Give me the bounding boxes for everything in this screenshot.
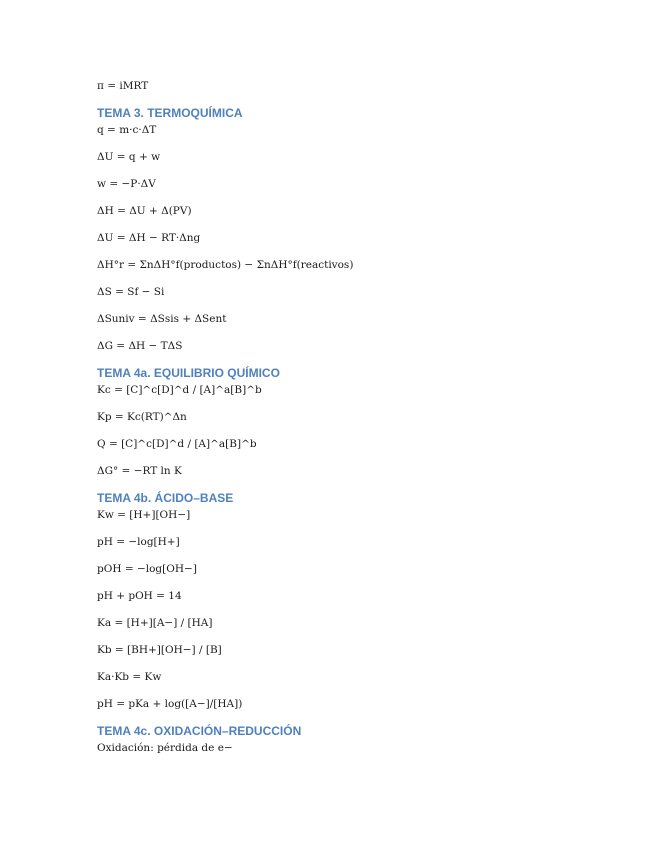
formula-line: pH = −log[H+]	[97, 536, 180, 548]
formula-line: ΔU = q + w	[97, 151, 161, 163]
formula-line: w = −P·ΔV	[97, 178, 156, 190]
formula-line: pH = pKa + log([A−]/[HA])	[97, 698, 243, 710]
formula-line: Oxidación: pérdida de e−	[97, 742, 233, 754]
formula-line: ΔG = ΔH − TΔS	[97, 340, 183, 352]
section-heading-tema-4b: TEMA 4b. ÁCIDO–BASE	[97, 491, 234, 505]
formula-line: pOH = −log[OH−]	[97, 563, 197, 575]
formula-line: ΔH°r = ΣnΔH°f(productos) − ΣnΔH°f(reactivos)	[97, 259, 354, 271]
formula-line: pH + pOH = 14	[97, 590, 182, 602]
formula-line: ΔG° = −RT ln K	[97, 465, 182, 477]
formula-line: Kc = [C]^c[D]^d / [A]^a[B]^b	[97, 384, 262, 396]
formula-line: Q = [C]^c[D]^d / [A]^a[B]^b	[97, 438, 257, 450]
section-heading-tema-4c: TEMA 4c. OXIDACIÓN–REDUCCIÓN	[97, 724, 302, 738]
formula-line: ΔSuniv = ΔSsis + ΔSent	[97, 313, 227, 325]
formula-line: Kb = [BH+][OH−] / [B]	[97, 644, 222, 656]
formula-line: Kp = Kc(RT)^Δn	[97, 411, 187, 423]
formula-line: ΔH = ΔU + Δ(PV)	[97, 205, 192, 217]
formula-line: ΔS = Sf − Si	[97, 286, 165, 298]
section-heading-tema-4a: TEMA 4a. EQUILIBRIO QUÍMICO	[97, 366, 280, 380]
formula-line: ΔU = ΔH − RT·Δng	[97, 232, 201, 244]
document-body	[97, 79, 557, 755]
section-heading-tema-3: TEMA 3. TERMOQUÍMICA	[97, 106, 243, 120]
formula-line: q = m·c·ΔT	[97, 124, 157, 136]
formula-line: Ka = [H+][A−] / [HA]	[97, 617, 213, 629]
formula-osmotic-pressure: π = iMRT	[97, 80, 149, 92]
formula-line: Ka·Kb = Kw	[97, 671, 162, 683]
formula-line: Kw = [H+][OH−]	[97, 509, 191, 521]
